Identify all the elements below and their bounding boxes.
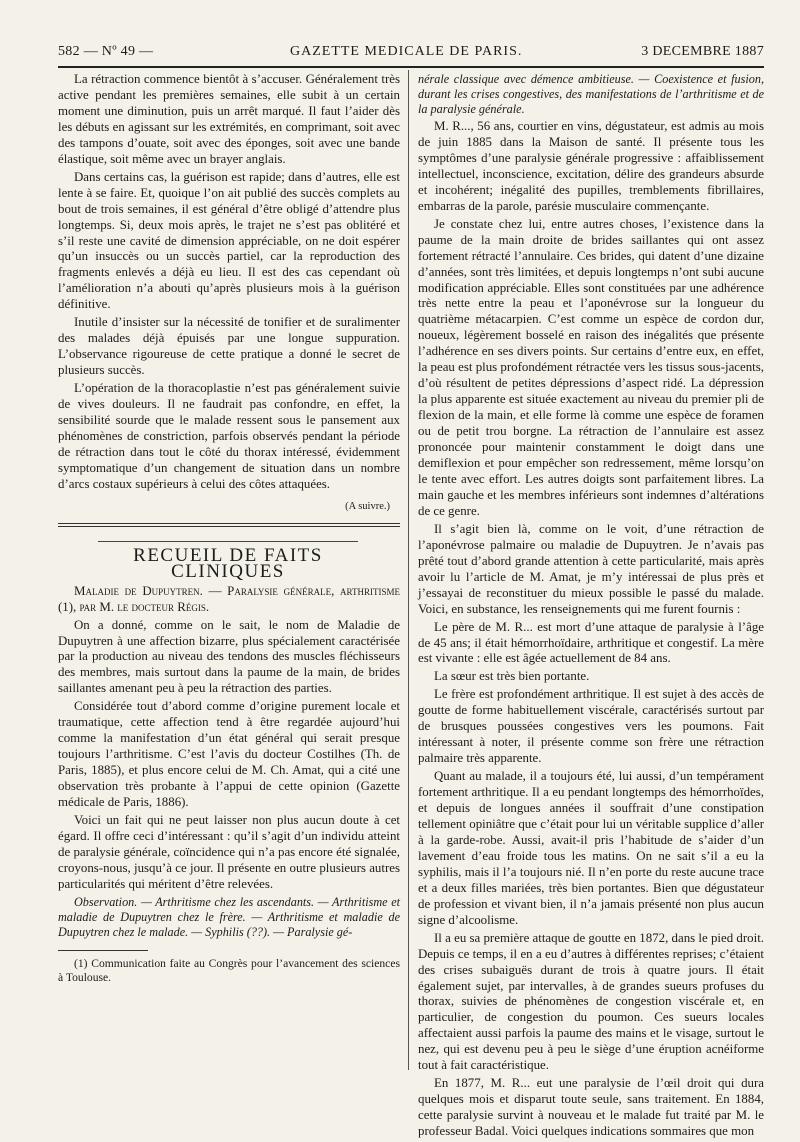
- article-heading: Maladie de Dupuytren. — Paralysie générale, arthritisme (1), par M. le docteur Régis.: [58, 583, 400, 614]
- observation-heading-continued: nérale classique avec démence ambitieuse. — Coexistence et fusion, durant les crises congestives, des manifestations de l’arthritisme et de la paralysie générale.: [418, 72, 764, 116]
- paragraph: Le frère est profondément arthritique. Il est sujet à des accès de goutte de forme habituellement viscérale, caractérisés surtout par de brusques poussées congestives vers les poumons. Fait intéressant à noter, il présente comme son frère une rétraction palmaire très apparente.: [418, 687, 764, 766]
- issue-date: 3 DECEMBRE 1887: [641, 44, 764, 59]
- page-number: 582 — Nº 49 —: [58, 44, 154, 59]
- paragraph: L’opération de la thoracoplastie n’est pas généralement suivie de vives douleurs. Il ne faudrait pas confondre, en effet, la sensibilité sourde que le malade ressent sous le pansement aux phénomènes de constriction, parfois observés pendant la période de rétraction dans tout le côté du thorax intéressé, évidemment symptomatique d’un changement de situation dans un nombre d’arcs costaux supérieurs à celui des côtes attaquées.: [58, 381, 400, 491]
- paragraph: Quant au malade, il a toujours été, lui aussi, d’un tempérament fortement arthritique. Il a eu pendant longtemps des hémorrhoïdes, et depuis de longues années il souffrait d’une constipation tellement opiniâtre que c’était pour lui un véritable supplice d’aller à la garde-robe. Aussi, avait-il pris l’habitude de s’aider d’un lavement d’eau froide tous les matins. On ne sait s’il a eu la syphilis, mais il l’a toujours nié. Il n’en porte du reste aucune trace et a deux filles mariées, très bien portantes. Bien que dégustateur de profession et vivant bien, il n’a jamais présenté non plus aucun signe d’alcoolisme.: [418, 769, 764, 927]
- journal-title: GAZETTE MEDICALE DE PARIS.: [290, 44, 523, 59]
- footnote: (1) Communication faite au Congrès pour l’avancement des sciences à Toulouse.: [58, 956, 400, 984]
- paragraph: Le père de M. R... est mort d’une attaque de paralysie à l’âge de 45 ans; il était hémorrhoïdaire, arthritique et congestif. La mère est vivante : elle est âgée actuellement de 84 ans.: [418, 619, 764, 666]
- footnote-rule: [58, 950, 148, 951]
- paragraph: M. R..., 56 ans, courtier en vins, dégustateur, est admis au mois de juin 1885 dans la Maison de santé. Il présente tous les symptômes d’une paralysie générale progressive : affaiblissement intellectuel, inconscience, excitation, délire des grandeurs absurde et incohérent; inégalité des pupilles, tremblements fibrillaires, embarras de la parole, parésie musculaire commençante.: [418, 119, 764, 213]
- section-separator: [58, 523, 400, 527]
- column-divider: [408, 70, 409, 1070]
- paragraph: Il a eu sa première attaque de goutte en 1872, dans le pied droit. Depuis ce temps, il en a eu d’autres à différentes reprises; c’étaient des crises subaiguës durant de trois à quatre jours. Il était également sujet, par intervalles, à de grandes sueurs profuses du thorax, suivies de phénomènes de congestion viscérale et, en particulier, de congestion du poumon. Ces sueurs locales affectaient aussi parfois la paume des mains et le visage, surtout le nez, qui est devenu peu à peu le siège d’une éruption acnéiforme tout à fait caractéristique.: [418, 930, 764, 1073]
- left-column: [58, 72, 400, 987]
- section-title: RECUEIL DE FAITS CLINIQUES: [98, 541, 358, 580]
- paragraph: Inutile d’insister sur la nécessité de tonifier et de suralimenter des malades déjà épuisés par une longue suppuration. L’observance rigoureuse de cette pratique a donné le secret de plusieurs succès.: [58, 315, 400, 378]
- paragraph: En 1877, M. R... eut une paralysie de l’œil droit qui dura quelques mois et disparut toute seule, sans traitement. En 1884, cette paralysie survint à nouveau et le malade fut traité par M. le professeur Badal. Voici quelques indications sommaires que mon: [418, 1076, 764, 1139]
- paragraph: Dans certains cas, la guérison est rapide; dans d’autres, elle est lente à se faire. Et, quoique l’on ait publié des succès complets au bout de trois semaines, il est général d’être obligé d’attendre plus longtemps. Si, deux mois après, le trajet ne s’est pas oblitéré et s’il reste une cavité de dimension appréciable, on ne doit espérer qu’un insuccès ou un succès partiel, car la reproduction des fragments enlevés a déjà eu lieu. Il est des cas cependant où l’amélioration n’a abouti qu’après plusieurs mois à la guérison définitive.: [58, 169, 400, 312]
- paragraph: Considérée tout d’abord comme d’origine purement locale et traumatique, cette affection tend à être regardée aujourd’hui comme la manifestation d’un état général qui serait presque toujours l’arthritisme. C’est l’avis du docteur Costilhes (Th. de Paris, 1885), et plus encore celui de M. Ch. Amat, qui a cité une observation très probante à l’appui de cette opinion (Gazette médicale de Paris, 1886).: [58, 699, 400, 810]
- paragraph: La sœur est très bien portante.: [434, 669, 590, 684]
- paragraph: La rétraction commence bientôt à s’accuser. Généralement très active pendant les premières semaines, elle subit à un certain moment une diminution, puis un arrêt marqué. Il faut l’aider dès les débuts en agissant sur les extrémités, en comprimant, soit avec des tampons d’ouate, soit avec des éponges, soit avec une bande élastique, soit même avec un brayer anglais.: [58, 72, 400, 166]
- a-suivre-note: (A suivre.): [345, 500, 390, 512]
- observation-heading: Observation. — Arthritisme chez les ascendants. — Arthritisme et maladie de Dupuytren chez le frère. — Arthritisme et maladie de Dupuytren chez le malade. — Syphilis (??). — Paralysie gé-: [58, 894, 400, 939]
- paragraph: Je constate chez lui, entre autres choses, l’existence dans la paume de la main droite de brides saillantes qui ont assez fortement rétracté l’annulaire. Ces brides, qui datent d’une dizaine d’années, sont très limitées, et depuis longtemps n’ont subi aucune modification appréciable. Elles sont constituées par une adhérence très nette entre la peau et l’aponévrose sur la longueur du quatrième métacarpien. C’est comme un espèce de cordon dur, noueux, légèrement bosselé en raison des inégalités que présente l’adhérence en ses divers points. Sur certains d’entre eux, en effet, la peau est plus profondément rétractée vers les tissus sous-jacents, d’où résultent de petites dépressions d’aspect ridé. La dépression la plus apparente est située exactement au niveau du premier pli de flexion de la main, et elle forme là comme une espèce de foramen ou de petit trou borgne. La rétraction de l’annulaire est assez prononcée pour maintenir constamment le doigt dans une demiflexion et pour empêcher son redressement, même lorsqu’on le tente avec effort. Les autres doigts sont parfaitement libres. La main gauche et les membres inférieurs sont indemnes d’altérations de ce genre.: [418, 216, 764, 518]
- paragraph: Voici un fait qui ne peut laisser non plus aucun doute à cet égard. Il offre ceci d’intéressant : qu’il s’agit d’un individu atteint de paralysie générale, coïncidence qui n’a pas encore été signalée, croyons-nous, jusqu’à ce jour. Il présente en outre plusieurs autres particularités qui méritent d’être relevées.: [58, 812, 400, 891]
- page-header: [58, 42, 764, 68]
- paragraph: On a donné, comme on le sait, le nom de Maladie de Dupuytren à une affection bizarre, plus spécialement caractérisée par la production au niveau des tendons des muscles fléchisseurs des membres, mais surtout dans la paume de la main, de brides saillantes amenant peu à peu la rétraction des parties.: [58, 617, 400, 696]
- paragraph: Il s’agit bien là, comme on le voit, d’une rétraction de l’aponévrose palmaire ou maladie de Dupuytren. Je n’avais pas prêté tout d’abord grande attention à cette particularité, mais après avoir lu l’article de M. Amat, je m’y intéressai de plus près et j’essayai de reconstituer du mieux possible le passé du malade. Voici, en substance, les renseignements qui me furent fournis :: [418, 521, 764, 616]
- right-column: [418, 72, 764, 1142]
